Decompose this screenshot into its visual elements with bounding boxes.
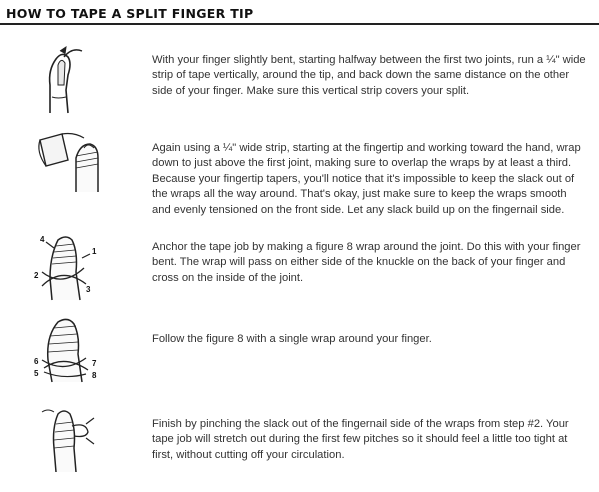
step-4-label-1: 6 — [34, 357, 39, 366]
step-2-text: Again using a ¼" wide strip, starting at the fingertip and working toward the hand, wrap down to just above the first joint, making sure to overlap the wraps by at least a third. Because your fingertip tapers, you'll notice that it's impossible to keep the slack out of the wraps all the way around. That's okay, just make sure to keep the wraps smooth and evenly tensioned on the front side. Let any slack build up on the fingernail side. — [152, 142, 581, 216]
finger-vertical-strip-icon — [28, 45, 108, 115]
finger-wrap-down-icon — [28, 128, 108, 198]
title-divider — [0, 23, 599, 25]
finger-pinch-slack-icon — [28, 404, 108, 474]
step-5-text: Finish by pinching the slack out of the fingernail side of the wraps from step #2. Your tape job will stretch out during the first few pitches so it should feel a little too tight at first, without cutting off your circulation. — [152, 418, 569, 461]
step-1-text: With your finger slightly bent, starting halfway between the first two joints, run a ¼" wide strip of tape vertically, around the tip, and back down the same distance on the other side of your finger. Make sure this vertical strip covers your split. — [152, 54, 586, 97]
page-title: HOW TO TAPE A SPLIT FINGER TIP — [6, 6, 254, 21]
step-4-text: Follow the figure 8 with a single wrap around your finger. — [152, 333, 432, 345]
finger-single-wrap-icon — [28, 314, 108, 384]
step-3-text: Anchor the tape job by making a figure 8 wrap around the joint. Do this with your finger bent. The wrap will pass on either side of the knuckle on the back of your finger and cross on the inside of the joint. — [152, 241, 581, 284]
step-4-label-2: 5 — [34, 369, 39, 378]
step-4-label-4: 8 — [92, 371, 97, 380]
step-3-label-2: 1 — [92, 247, 97, 256]
step-4-label-3: 7 — [92, 359, 97, 368]
finger-figure-8-icon — [28, 232, 108, 302]
step-3-label-3: 2 — [34, 271, 39, 280]
step-3-label-1: 4 — [40, 235, 45, 244]
step-3-label-4: 3 — [86, 285, 91, 294]
